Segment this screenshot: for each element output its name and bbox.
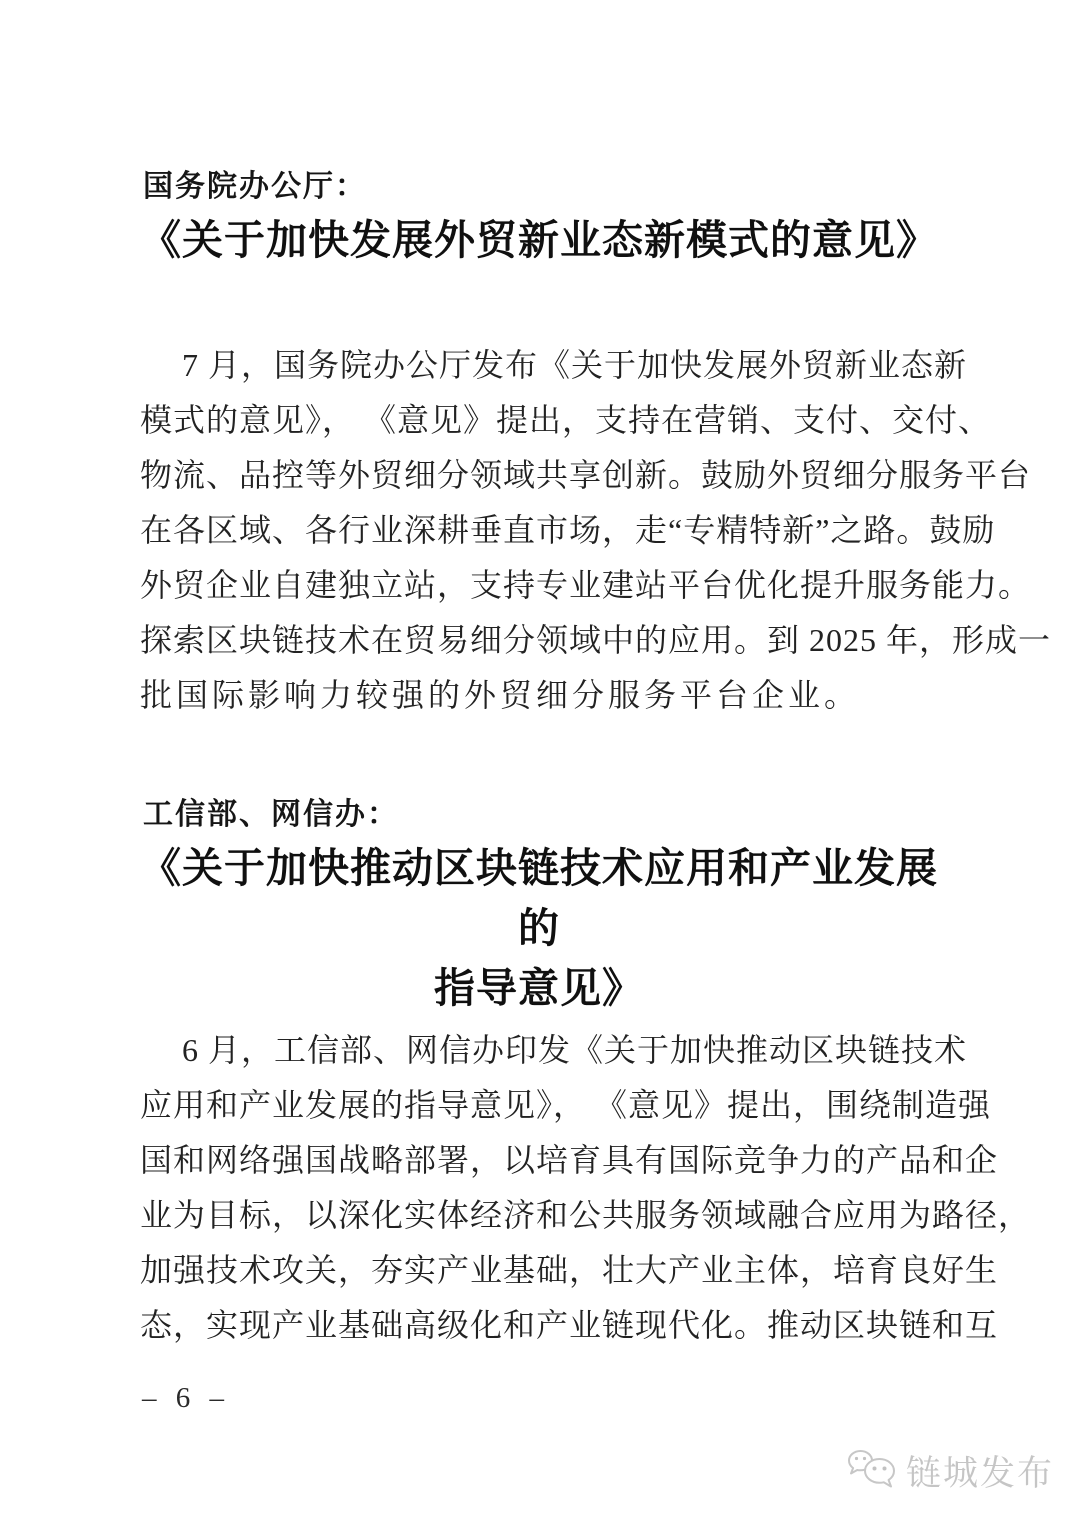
section2-title-line: 《关于加快推动区块链技术应用和产业发展的	[140, 845, 938, 951]
paragraph-line: 7 月，国务院办公厅发布《关于加快发展外贸新业态新	[182, 347, 968, 383]
wechat-icon	[846, 1446, 900, 1496]
paragraph-line: 加强技术攻关，夯实产业基础，壮大产业主体，培育良好生	[140, 1252, 999, 1288]
paragraph-line: 模式的意见》， 《意见》提出，支持在营销、支付、交付、	[140, 402, 992, 438]
paragraph-line: 态，实现产业基础高级化和产业链现代化。推动区块链和互	[140, 1307, 999, 1343]
section2-org-heading: 工信部、网信办：	[143, 798, 399, 831]
section1-title-line: 《关于加快发展外贸新业态新模式的意见》	[140, 217, 938, 263]
paragraph-line: 应用和产业发展的指导意见》， 《意见》提出，围绕制造强	[140, 1087, 992, 1123]
section1-paragraph	[140, 338, 1052, 723]
paragraph-line: 批国际影响力较强的外贸细分服务平台企业。	[140, 677, 861, 713]
paragraph-line: 业为目标，以深化实体经济和公共服务领域融合应用为路径，	[140, 1197, 1032, 1233]
section2-title	[140, 838, 938, 1018]
watermark-label: 链城发布	[905, 1454, 1054, 1493]
section1-title	[140, 210, 938, 270]
paragraph-line: 外贸企业自建独立站，支持专业建站平台优化提升服务能力。	[140, 567, 1032, 603]
paragraph-line: 国和网络强国战略部署，以培育具有国际竞争力的产品和企	[140, 1142, 999, 1178]
section2-paragraph	[140, 1023, 1032, 1353]
page-number: – 6 –	[142, 1382, 230, 1414]
paragraph-line: 物流、品控等外贸细分领域共享创新。鼓励外贸细分服务平台	[140, 457, 1032, 493]
paragraph-line: 6 月，工信部、网信办印发《关于加快推动区块链技术	[182, 1032, 968, 1068]
paragraph-line: 在各区域、各行业深耕垂直市场，走“专精特新”之路。鼓励	[140, 512, 996, 548]
section2-title-line: 指导意见》	[434, 965, 644, 1011]
watermark	[846, 1446, 1054, 1496]
paragraph-line: 探索区块链技术在贸易细分领域中的应用。到 2025 年，形成一	[140, 622, 1052, 658]
section1-org-heading: 国务院办公厅：	[143, 170, 367, 203]
